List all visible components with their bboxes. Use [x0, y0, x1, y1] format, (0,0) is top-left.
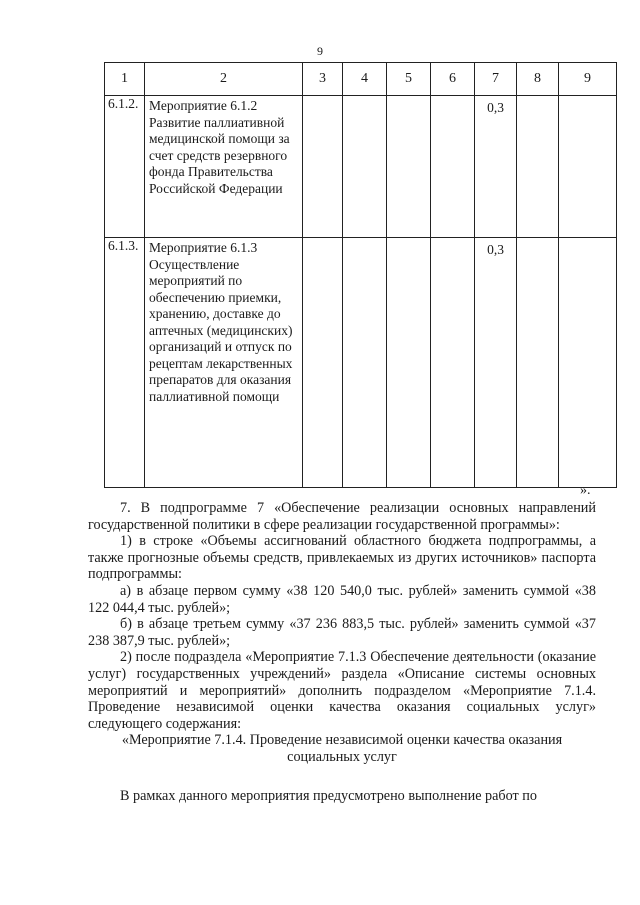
header-cell: 9 — [559, 63, 617, 96]
paragraph: а) в абзаце первом сумму «38 120 540,0 тыс. рублей» заменить суммой «38 122 044,4 тыс. рублей»; — [88, 582, 596, 616]
paragraph: 1) в строке «Объемы ассигнований областного бюджета подпрограммы, а также прогнозные объемы средств, привлекаемых из других источников» паспорта подпрограммы: — [88, 533, 596, 583]
header-cell: 2 — [145, 63, 303, 96]
empty-cell — [431, 238, 475, 488]
table-header-row — [105, 63, 617, 96]
empty-cell — [517, 238, 559, 488]
empty-cell — [343, 238, 387, 488]
row-value: 0,3 — [475, 238, 517, 488]
paragraph: 7. В подпрограмме 7 «Обеспечение реализации основных направлений государственной политики в сфере реализации государственной программы»: — [88, 500, 596, 533]
empty-cell — [343, 96, 387, 238]
header-cell: 7 — [475, 63, 517, 96]
header-cell: 1 — [105, 63, 145, 96]
row-value: 0,3 — [475, 96, 517, 238]
empty-cell — [303, 96, 343, 238]
empty-cell — [517, 96, 559, 238]
table-row — [105, 96, 617, 238]
empty-cell — [559, 96, 617, 238]
header-cell: 3 — [303, 63, 343, 96]
header-cell: 4 — [343, 63, 387, 96]
header-cell: 6 — [431, 63, 475, 96]
empty-cell — [431, 96, 475, 238]
row-number: 6.1.3. — [105, 238, 145, 488]
empty-cell — [387, 238, 431, 488]
closing-quote: ». — [580, 483, 591, 498]
row-description: Мероприятие 6.1.2 Развитие паллиативной медицинской помощи за счет средств резервного фонда Правительства Российской Федерации — [145, 96, 303, 238]
paragraph: б) в абзаце третьем сумму «37 236 883,5 тыс. рублей» заменить суммой «37 238 387,9 тыс. рублей»; — [88, 616, 596, 649]
budget-table — [104, 62, 617, 488]
document-body — [88, 500, 596, 804]
header-cell: 5 — [387, 63, 431, 96]
header-cell: 8 — [517, 63, 559, 96]
paragraph: В рамках данного мероприятия предусмотрено выполнение работ по — [120, 787, 537, 804]
empty-cell — [303, 238, 343, 488]
paragraph: 2) после подраздела «Мероприятие 7.1.3 Обеспечение деятельности (оказание услуг) государственных учреждений» раздела «Описание системы основных мероприятий и мероприятий» дополнить подразделом «Мероприятие 7.1.4. Проведение независимой оценки качества оказания социальных услуг» следующего содержания: — [88, 649, 596, 732]
row-description: Мероприятие 6.1.3 Осуществление мероприятий по обеспечению приемки, хранению, доставке до аптечных (медицинских) организаций и отпуск по рецептам лекарственных препаратов для оказания паллиативной помощи — [145, 238, 303, 488]
table-row — [105, 238, 617, 488]
page-number: 9 — [317, 44, 323, 58]
row-number: 6.1.2. — [105, 96, 145, 238]
empty-cell — [559, 238, 617, 488]
subsection-heading: «Мероприятие 7.1.4. Проведение независимой оценки качества оказания социальных услуг — [121, 732, 563, 765]
empty-cell — [387, 96, 431, 238]
